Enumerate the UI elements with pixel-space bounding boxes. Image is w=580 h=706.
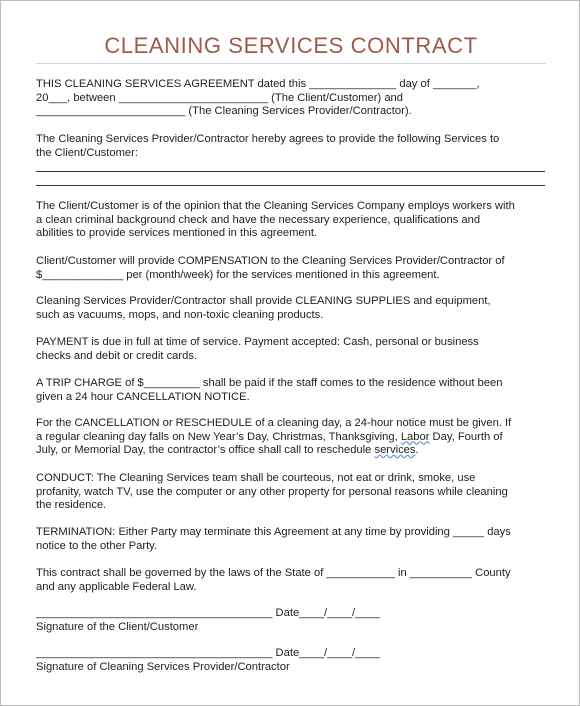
opinion-line-3: abilities to provide services mentioned in this agreement. (36, 227, 318, 239)
payment-paragraph (36, 336, 548, 363)
termination-paragraph (36, 526, 548, 553)
compensation-line-2: $_____________ per (month/week) for the services mentioned in this agreement. (36, 268, 440, 281)
client-signature-block (36, 607, 380, 634)
compensation-paragraph (36, 255, 548, 282)
services-line-2: the Client/Customer: (36, 146, 138, 159)
cancellation-line-1: For the CANCELLATION or RESCHEDULE of a cleaning day, a 24-hour notice must be given. If (36, 417, 512, 429)
title-divider (36, 63, 546, 64)
supplies-line-1: Cleaning Services Provider/Contractor shall provide CLEANING SUPPLIES and equipment, (36, 295, 491, 307)
client-signature-label: Signature of the Client/Customer (36, 620, 199, 633)
cancellation-line-2 (36, 431, 548, 445)
spellcheck-word-labor: Labor (400, 430, 430, 443)
intro-line-2: 20___, between ________________________ (The Client/Customer) and (36, 91, 403, 104)
cancellation-line-2-c: Day, Fourth of (429, 430, 503, 443)
supplies-line-2: such as vacuums, mops, and non-toxic cleaning products. (36, 308, 324, 321)
trip-line-2: given a 24 hour CANCELLATION NOTICE. (36, 390, 250, 403)
payment-line-2: checks and debit or credit cards. (36, 349, 198, 362)
trip-charge-paragraph (36, 377, 548, 404)
client-signature-line[interactable]: ______________________________________ Date____/____/____ (36, 607, 381, 619)
document-title: CLEANING SERVICES CONTRACT (104, 33, 478, 58)
services-blank-line-1 (36, 171, 545, 172)
intro-line-3: ________________________ (The Cleaning Services Provider/Contractor). (36, 105, 412, 117)
termination-line-1: TERMINATION: Either Party may terminate this Agreement at any time by providing _____ days (36, 526, 511, 538)
conduct-paragraph (36, 472, 548, 513)
intro-line-1: THIS CLEANING SERVICES AGREEMENT dated this ______________ day of _______, (36, 78, 480, 90)
opinion-line-1: The Client/Customer is of the opinion that the Cleaning Services Company employs workers with (36, 200, 515, 212)
conduct-line-3: the residence. (36, 499, 107, 511)
law-line-2: and any applicable Federal Law. (36, 580, 197, 593)
cancellation-line-3-a: July, or Memorial Day, the contractor’s office shall call to reschedule (36, 444, 375, 456)
conduct-line-1: CONDUCT: The Cleaning Services team shall be courteous, not eat or drink, smoke, use (36, 472, 476, 484)
compensation-line-1: Client/Customer will provide COMPENSATION to the Cleaning Services Provider/Contractor of (36, 255, 505, 267)
spellcheck-word-services: services (374, 444, 416, 456)
payment-line-1: PAYMENT is due in full at time of service. Payment accepted: Cash, personal or business (36, 336, 479, 348)
provider-signature-label: Signature of Cleaning Services Provider/Contractor (36, 660, 290, 673)
cancellation-paragraph (36, 417, 548, 458)
services-line-1: The Cleaning Services Provider/Contractor hereby agrees to provide the following Services to (36, 133, 500, 145)
trip-line-1: A TRIP CHARGE of $_________ shall be paid if the staff comes to the residence without been (36, 377, 503, 389)
conduct-line-2: profanity, watch TV, use the computer or any other property for personal reasons while cleaning (36, 485, 508, 498)
provider-signature-block (36, 647, 380, 674)
cancellation-line-3 (36, 444, 548, 458)
services-paragraph (36, 133, 548, 160)
cancellation-line-2-a: a regular cleaning day falls on New Year’s Day, Christmas, Thanksgiving, (36, 430, 401, 443)
cancellation-line-3-c: . (415, 444, 419, 456)
intro-paragraph (36, 78, 548, 119)
law-line-1: This contract shall be governed by the laws of the State of ___________ in __________ County (36, 567, 511, 579)
governing-law-paragraph (36, 567, 548, 594)
supplies-paragraph (36, 295, 548, 322)
opinion-paragraph (36, 200, 548, 241)
opinion-line-2: a clean criminal background check and have the necessary experience, qualifications and (36, 213, 481, 226)
termination-line-2: notice to the other Party. (36, 539, 158, 552)
provider-signature-line[interactable]: ______________________________________ Date____/____/____ (36, 647, 381, 659)
services-blank-line-2 (36, 185, 545, 186)
